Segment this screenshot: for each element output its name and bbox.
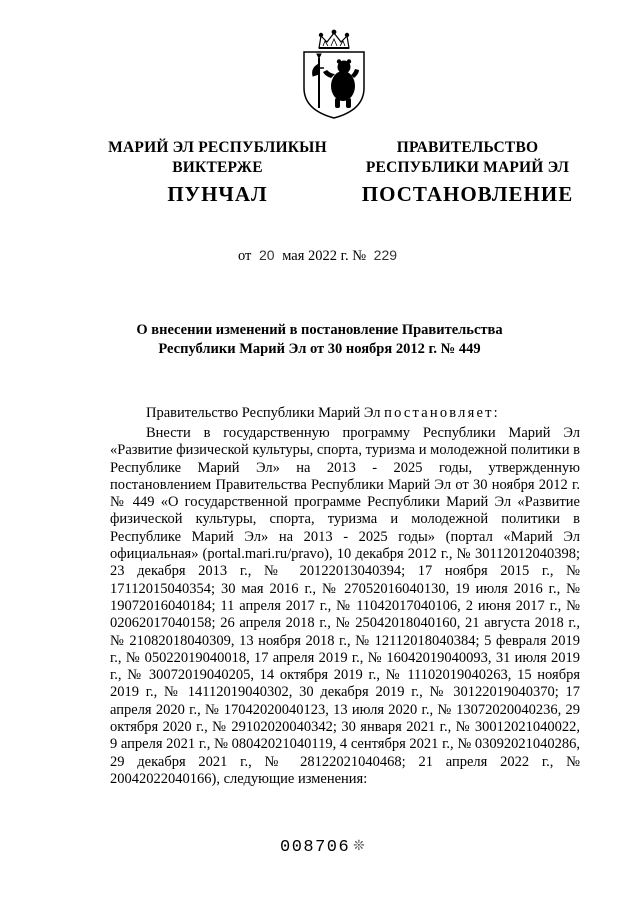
header-left bbox=[95, 138, 340, 178]
title-line2: Республики Марий Эл от 30 ноября 2012 г. № 449 bbox=[158, 341, 481, 357]
header-right-line2: РЕСПУБЛИКИ МАРИЙ ЭЛ bbox=[365, 159, 570, 176]
document-type-russian: ПОСТАНОВЛЕНИЕ bbox=[361, 182, 574, 206]
serial-number: 008706 bbox=[280, 838, 351, 857]
header-left-line1: МАРИЙ ЭЛ РЕСПУБЛИКЫН bbox=[108, 139, 327, 156]
header-left-line2: ВИКТЕРЖЕ bbox=[172, 159, 263, 176]
intro-text: Правительство Республики Марий Эл bbox=[146, 405, 381, 421]
crown-icon bbox=[319, 30, 349, 48]
intro-line bbox=[146, 405, 500, 422]
date-line bbox=[0, 247, 639, 265]
document-number: 229 bbox=[373, 247, 398, 263]
document-title bbox=[60, 321, 579, 359]
header-right-line1: ПРАВИТЕЛЬСТВО bbox=[396, 139, 539, 156]
body-paragraph: Внести в государственную программу Республики Марий Эл «Развитие физической культуры, спорта, туризма и молодежной политики в Республике Марий Эл» на 2013 - 2025 годы, утвержденную постановлением Правительства Республики Марий Эл от 30 ноября 2012 г. № 449 «О государственной программе Республики Марий Эл «Развитие физической культуры, спорта, туризма и молодежной политики в Республике Марий Эл» на 2013 - 2025 годы» (портал «Марий Эл официальная» (portal.mari.ru/pravo), 10 декабря 2012 г., № 30112012040398; 23 декабря 2013 г., № 20122013040394; 17 ноября 2015 г., № 17112015040354; 30 мая 2016 г., № 27052016040130, 19 июля 2016 г., № 19072016040184; 11 апреля 2017 г., № 11042017040106, 2 июня 2017 г., № 02062017040158; 26 апреля 2018 г., № 25042018040160, 21 августа 2018 г., № 21082018040309, 13 ноября 2018 г., № 12112018040384; 5 февраля 2019 г., № 05022019040018, 17 апреля 2019 г., № 16042019040093, 31 июля 2019 г., № 30072019040205, 14 октября 2019 г., № 11102019040263, 15 ноября 2019 г., № 14112019040302, 30 декабря 2019 г., № 30122019040370; 17 апреля 2020 г., № 17042020040123, 13 июля 2020 г., № 13072020040236, 29 октября 2020 г., № 29102020040342; 30 января 2021 г., № 30012021040022, 9 апреля 2021 г., № 08042021040119, 4 сентября 2021 г., № 03092021040286, 29 декабря 2021 г., № 28122021040468; 21 апреля 2022 г., № 20042022040166), следующие изменения: bbox=[110, 425, 580, 787]
header-right bbox=[355, 138, 580, 178]
date-month-year: мая 2022 г. № bbox=[282, 248, 367, 264]
stamp-mark-icon: ❊ bbox=[353, 839, 365, 854]
date-day: 20 bbox=[259, 247, 275, 263]
coat-of-arms-icon bbox=[297, 28, 371, 120]
document-type-mari: ПУНЧАЛ bbox=[167, 182, 268, 206]
intro-decree-word: постановляет: bbox=[384, 405, 500, 421]
date-prefix: от bbox=[237, 248, 252, 264]
title-line1: О внесении изменений в постановление Правительства bbox=[136, 322, 503, 338]
